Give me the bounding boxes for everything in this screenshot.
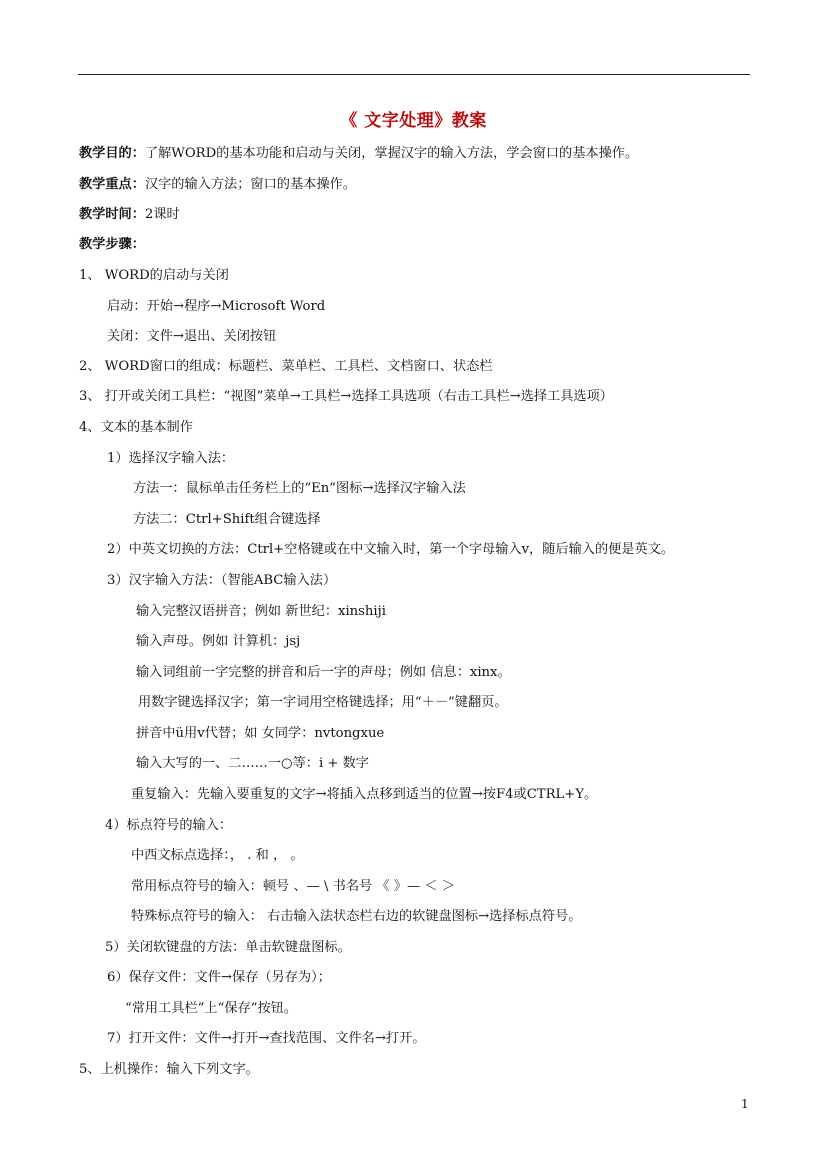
body-line: 6）保存文件：文件→保存（另存为）； [107,970,331,985]
body-line: 2）中英文切换的方法：Ctrl+空格键或在中文输入时，第一个字母输入v，随后输入的便是英文。 [107,542,675,557]
body-line: 5）关闭软键盘的方法：单击软键盘图标。 [105,940,351,955]
body-line: 方法二：Ctrl+Shift组合键选择 [133,512,321,527]
body-line: 4、文本的基本制作 [79,420,193,435]
objective-label: 教学目的： [79,146,145,161]
body-line: 7）打开文件：文件→打开→查找范围、文件名→打开。 [107,1031,426,1046]
focus-line [79,176,356,194]
objective-line [79,145,638,163]
body-line: “常用工具栏”上“保存”按钮。 [125,1001,298,1016]
body-line: 输入完整汉语拼音；例如 新世纪：xinshiji [136,604,386,619]
steps-label: 教学步骤： [79,237,145,252]
body-line: 关闭：文件→退出、关闭按钮 [107,329,277,344]
body-line: 重复输入：先输入要重复的文字→将插入点移到适当的位置→按F4或CTRL+Y。 [131,787,598,802]
body-line: 方法一：鼠标单击任务栏上的“En”图标→选择汉字输入法 [133,481,466,496]
focus-text: 汉字的输入方法；窗口的基本操作。 [144,177,356,192]
page-number: 1 [741,1097,749,1111]
body-line: 5、上机操作：输入下列文字。 [79,1062,259,1077]
body-line: 3、 打开或关闭工具栏：“视图”菜单→工具栏→选择工具选项（右击工具栏→选择工具选项） [79,389,613,404]
body-line: 输入大写的一、二……一○等：i + 数字 [136,756,369,771]
body-line: 启动：开始→程序→Microsoft Word [107,299,326,314]
document-title: 《 文字处理》教案 [340,111,487,131]
body-line: 输入声母。例如 计算机：jsj [136,634,301,649]
header-rule [78,74,750,75]
body-line: 常用标点符号的输入：顿号 、— \ 书名号 《 》— ＜ ＞ [131,879,455,894]
body-line: 4）标点符号的输入： [105,818,233,833]
focus-label: 教学重点： [79,177,145,192]
body-line: 3）汉字输入方法：（智能ABC输入法） [107,573,337,588]
time-text: 2课时 [144,207,180,222]
body-line: 1）选择汉字输入法： [107,451,235,466]
body-line: 拼音中ü用v代替；如 女同学：nvtongxue [136,726,385,741]
body-line: 特殊标点符号的输入： 右击输入法状态栏右边的软键盘图标→选择标点符号。 [131,909,582,924]
time-label: 教学时间： [79,207,145,222]
time-line [79,206,180,224]
body-line: 用数字键选择汉字；第一字词用空格键选择；用“＋－”键翻页。 [138,695,508,710]
body-line: 2、 WORD窗口的组成：标题栏、菜单栏、工具栏、文档窗口、状态栏 [79,359,493,374]
body-line: 中西文标点选择：， . 和 ， 。 [131,848,304,863]
body-line: 1、 WORD的启动与关闭 [79,268,229,283]
body-line: 输入词组前一字完整的拼音和后一字的声母；例如 信息：xinx。 [136,665,511,680]
objective-text: 了解WORD的基本功能和启动与关闭，掌握汉字的输入方法，学会窗口的基本操作。 [144,146,639,161]
